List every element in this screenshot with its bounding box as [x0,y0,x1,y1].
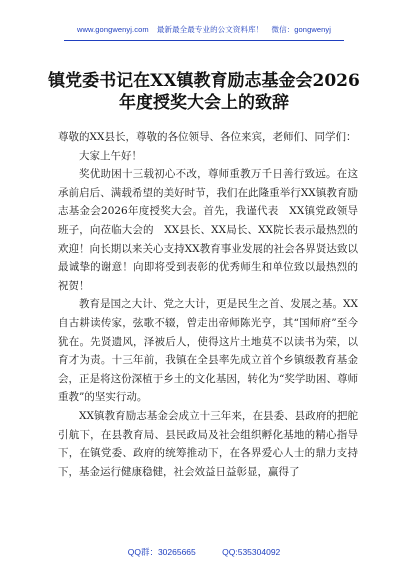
qq-group: QQ群：30265665 [127,547,196,557]
title-line-1: 镇党委书记在XX镇教育励志基金会2026 [48,71,360,91]
body-paragraph: 教育是国之大计、党之大计，更是民生之首、发展之基。XX自古耕读传家，弦歌不辍，曾走出帝师陈光亨，其“国师府”至今犹在。先贤遗风，泽被后人，使得这片土地莫不以读书为荣，以育才为责。十三年前，我镇在全县率先成立首个乡镇级教育基金会，正是将这份深植于乡土的文化基因，转化为“奖学助困、尊师重教”的坚实行动。 [58,298,358,404]
header-divider [64,40,344,41]
body-paragraph: XX镇教育励志基金会成立十三年来，在县委、县政府的把舵引航下，在县教育局、县民政局及社会组织孵化基地的精心指导下，在镇党委、政府的统筹推动下，在各界爱心人士的鼎力支持下，基金运行健康稳健，社会效益日益彰显，赢得了 [58,409,358,478]
site-header [0,24,408,35]
site-footer [0,546,408,558]
title-line-2: 年度授奖大会上的致辞 [119,93,289,113]
salutation: 尊敬的XX县长，尊敬的各位领导、各位来宾，老师们、同学们： [58,131,357,143]
document-title [40,70,368,114]
greeting: 大家上午好！ [79,149,142,162]
site-tagline: 最新最全最专业的公文资料库！ [156,25,264,34]
document-body [58,128,358,481]
site-url[interactable]: www.gongwenyj.com [76,25,149,34]
body-paragraph: 奖优助困十三载初心不改，尊师重教万千日善行致远。在这承前启后、满载希望的美好时节，我们在此隆重举行XX镇教育励志基金会2026年度授奖大会。首先，我谨代表 XX镇党政领导班子，向莅临大会的 XX县长、XX局长、XX院长表示最热烈的欢迎！向长期以来关心支持XX教育事业发展的社会各界贤达致以最诚挚的谢意！向即将受到表彰的优秀师生和单位致以最热烈的祝贺！ [58,168,358,292]
qq-contact: QQ:535304092 [222,547,281,557]
wechat-id: 微信：gongwenyj [271,25,332,34]
